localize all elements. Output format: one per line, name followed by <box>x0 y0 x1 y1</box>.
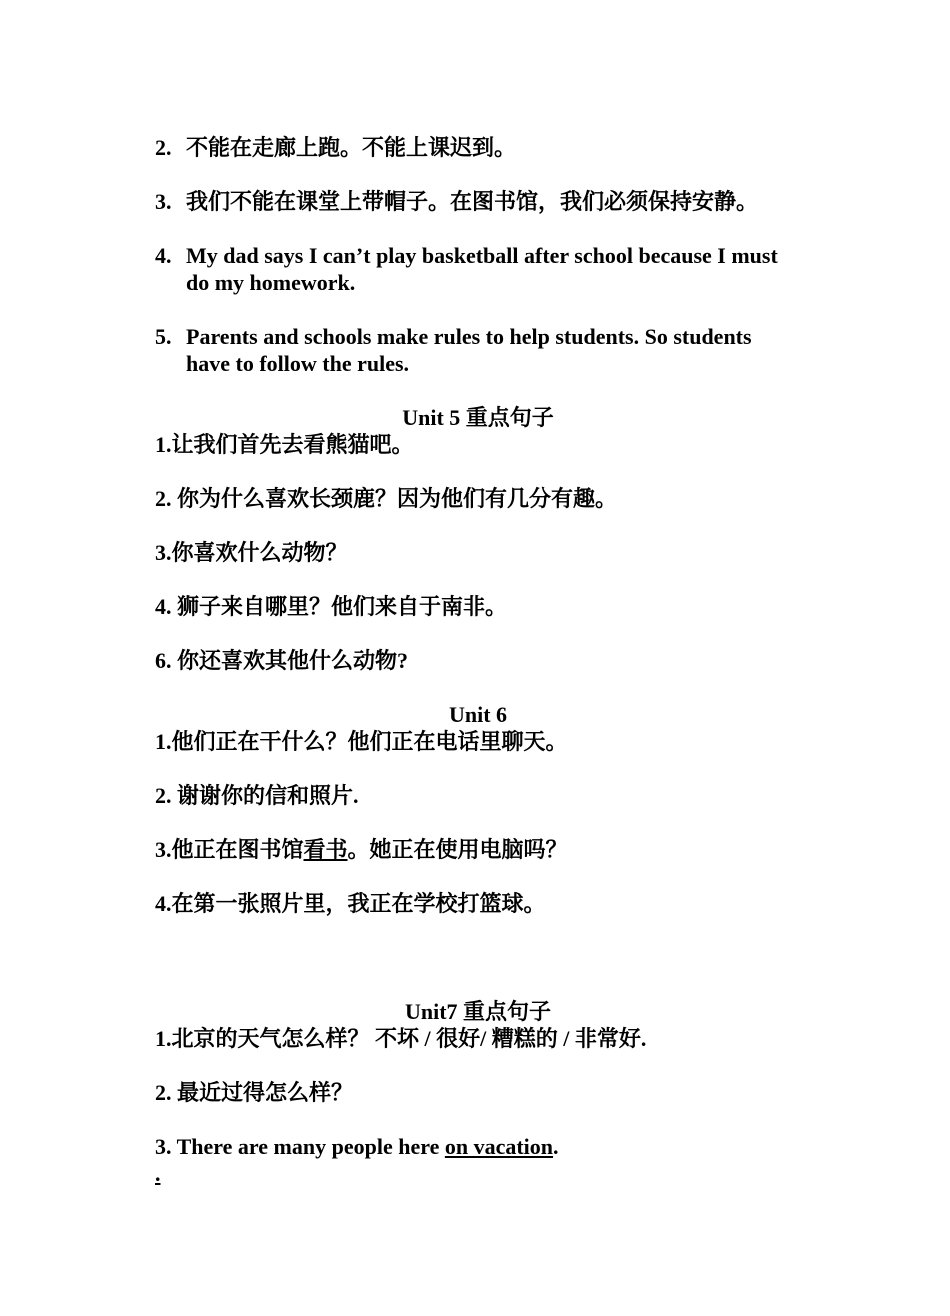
list-item: 2. 最近过得怎么样？ <box>155 1080 354 1105</box>
item-text: 不能在走廊上跑。不能上课迟到。 <box>186 135 517 160</box>
item-text: My dad says I can’t play basketball after school because I must do my homework. <box>186 243 778 295</box>
list-item <box>155 242 805 296</box>
list-item: 2. 谢谢你的信和照片. <box>155 783 359 808</box>
list-item <box>155 836 805 863</box>
list-item: 2. 你为什么喜欢长颈鹿？因为他们有几分有趣。 <box>155 486 618 511</box>
list-item: 1.让我们首先去看熊猫吧。 <box>155 432 414 457</box>
item-text: 。她正在使用电脑吗？ <box>347 837 568 862</box>
item-number: 5. <box>155 324 172 349</box>
item-text: 3.他正在图书馆 <box>155 837 304 862</box>
document-content <box>155 134 805 1187</box>
list-item: 4.在第一张照片里，我正在学校打篮球。 <box>155 891 546 916</box>
unit6-heading: Unit 6 <box>448 702 508 727</box>
item-text: 我们不能在课堂上带帽子。在图书馆，我们必须保持安静。 <box>186 189 759 214</box>
unit5-heading: Unit 5 重点句子 <box>402 405 554 430</box>
list-item: 4. 狮子来自哪里？他们来自于南非。 <box>155 594 508 619</box>
unit7-heading: Unit7 重点句子 <box>404 999 552 1024</box>
underlined-text: 看书 <box>303 837 348 862</box>
trailing-dot: . <box>155 1161 161 1186</box>
item-text: Parents and schools make rules to help students. So students have to follow the rules. <box>186 324 752 376</box>
list-item: 1.北京的天气怎么样？ 不坏 / 很好/ 糟糕的 / 非常好. <box>155 1026 647 1051</box>
list-item <box>155 188 805 215</box>
list-item: 3.你喜欢什么动物？ <box>155 540 348 565</box>
list-item <box>155 323 805 377</box>
list-item: 1.他们正在干什么？他们正在电话里聊天。 <box>155 729 568 754</box>
underlined-text: on vacation <box>444 1134 554 1159</box>
list-item <box>155 1133 805 1160</box>
item-number: 2. <box>155 135 172 160</box>
item-number: 4. <box>155 243 172 268</box>
item-text: 3. There are many people here <box>155 1134 445 1159</box>
item-number: 3. <box>155 189 172 214</box>
list-item <box>155 134 805 161</box>
item-text: . <box>553 1134 559 1159</box>
list-item: 6. 你还喜欢其他什么动物? <box>155 648 409 673</box>
